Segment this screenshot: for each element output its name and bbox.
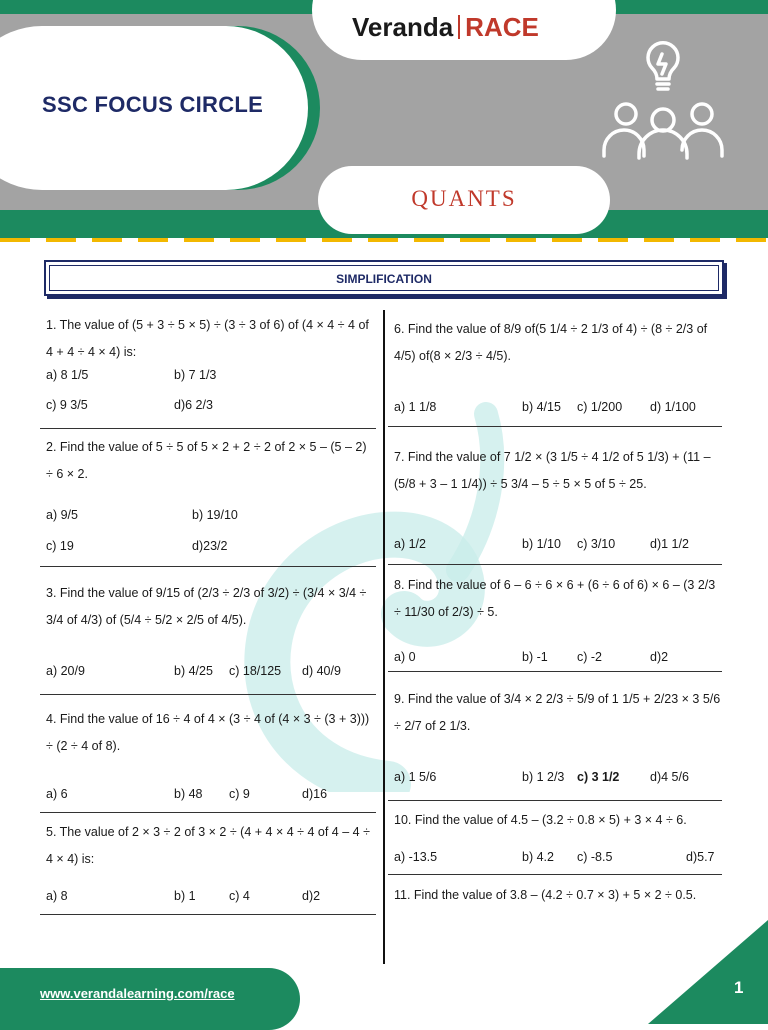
question-11: 11. Find the value of 3.8 – (4.2 ÷ 0.7 × 3) + 5 × 2 ÷ 0.5. xyxy=(394,888,697,902)
title-pill xyxy=(0,26,308,190)
q2-option-c: c) 19 xyxy=(46,539,74,553)
logo-veranda-text: Veranda xyxy=(352,12,454,42)
lightbulb-icon xyxy=(648,43,678,89)
q8-option-a: a) 0 xyxy=(394,650,416,664)
q1-option-a: a) 8 1/5 xyxy=(46,368,89,382)
question-separator xyxy=(388,426,722,427)
question-8: 8. Find the value of 6 – 6 ÷ 6 × 6 + (6 ÷ 6 of 6) × 6 – (3 2/3 ÷ 11/30 of 2/3) ÷ 5. xyxy=(394,578,716,619)
question-separator xyxy=(40,812,376,813)
q5-option-d: d)2 xyxy=(302,889,321,903)
question-2: 2. Find the value of 5 ÷ 5 of 5 × 2 + 2 ÷ 2 of 2 × 5 – (5 – 2) ÷ 6 × 2. xyxy=(46,440,367,481)
q8-option-b: b) -1 xyxy=(522,650,548,664)
q6-option-b: b) 4/15 xyxy=(522,400,561,414)
q7-option-d: d)1 1/2 xyxy=(650,537,689,551)
brand-logo xyxy=(312,0,616,60)
q3-option-b: b) 4/25 xyxy=(174,664,213,678)
q4-option-a: a) 6 xyxy=(46,787,68,801)
corner-triangle xyxy=(648,920,768,1024)
q3-option-c: c) 18/125 xyxy=(229,664,282,678)
q9-option-d: d)4 5/6 xyxy=(650,770,689,784)
q7-option-c: c) 3/10 xyxy=(577,537,616,551)
subject-label: QUANTS xyxy=(411,186,517,211)
footer-url-link[interactable]: www.verandalearning.com/race xyxy=(40,986,235,1001)
column-divider xyxy=(383,310,385,964)
q4-option-d: d)16 xyxy=(302,787,328,801)
q3-option-d: d) 40/9 xyxy=(302,664,341,678)
page-title: SSC FOCUS CIRCLE xyxy=(42,92,264,117)
question-separator xyxy=(40,566,376,567)
q10-option-a: a) -13.5 xyxy=(394,850,438,864)
header-dashed-divider xyxy=(0,238,768,242)
question-5: 5. The value of 2 × 3 ÷ 2 of 3 × 2 ÷ (4 + 4 × 4 ÷ 4 of 4 – 4 ÷ 4 × 4) is: xyxy=(46,825,370,866)
subject-pill xyxy=(318,166,610,234)
section-heading-box xyxy=(44,260,724,296)
question-separator xyxy=(388,800,722,801)
question-3: 3. Find the value of 9/15 of (2/3 ÷ 2/3 of 3/2) ÷ (3/4 × 3/4 ÷ 3/4 of 4/3) of (5/4 ÷ 5/2 × 2/5 of 4/5). xyxy=(46,586,367,627)
question-separator xyxy=(40,914,376,915)
q8-option-c: c) -2 xyxy=(577,650,602,664)
q2-option-b: b) 19/10 xyxy=(192,508,238,522)
page-number: 1 xyxy=(734,978,744,997)
question-separator xyxy=(40,428,376,429)
q4-option-b: b) 48 xyxy=(174,787,203,801)
q7-option-a: a) 1/2 xyxy=(394,537,426,551)
q7-option-b: b) 1/10 xyxy=(522,537,561,551)
section-heading: SIMPLIFICATION xyxy=(336,272,432,286)
q9-option-b: b) 1 2/3 xyxy=(522,770,565,784)
q5-option-a: a) 8 xyxy=(46,889,68,903)
q5-option-b: b) 1 xyxy=(174,889,196,903)
logo-separator xyxy=(458,15,460,39)
q10-option-c: c) -8.5 xyxy=(577,850,613,864)
q4-option-c: c) 9 xyxy=(229,787,250,801)
q9-option-c: c) 3 1/2 xyxy=(577,770,620,784)
people-idea-icon xyxy=(598,38,748,162)
q6-option-d: d) 1/100 xyxy=(650,400,696,414)
question-separator xyxy=(388,874,722,875)
question-separator xyxy=(388,564,722,565)
q1-option-b: b) 7 1/3 xyxy=(174,368,217,382)
q2-option-d: d)23/2 xyxy=(192,539,228,553)
q8-option-d: d)2 xyxy=(650,650,669,664)
q1-option-d: d)6 2/3 xyxy=(174,398,213,412)
logo-race-text: RACE xyxy=(465,12,539,42)
q5-option-c: c) 4 xyxy=(229,889,250,903)
question-9: 9. Find the value of 3/4 × 2 2/3 ÷ 5/9 of 1 1/5 + 2/23 × 3 5/6 ÷ 2/7 of 2 1/3. xyxy=(394,692,721,733)
q10-option-d: d)5.7 xyxy=(686,850,715,864)
question-separator xyxy=(388,671,722,672)
q3-option-a: a) 20/9 xyxy=(46,664,85,678)
question-1: 1. The value of (5 + 3 ÷ 5 × 5) ÷ (3 ÷ 3 of 6) of (4 × 4 ÷ 4 of 4 + 4 ÷ 4 × 4) is: xyxy=(46,318,369,359)
q6-option-a: a) 1 1/8 xyxy=(394,400,437,414)
footer-link-pill[interactable] xyxy=(0,968,300,1030)
people-group-icon xyxy=(604,104,722,158)
q6-option-c: c) 1/200 xyxy=(577,400,623,414)
question-4: 4. Find the value of 16 ÷ 4 of 4 × (3 ÷ 4 of (4 × 3 ÷ (3 + 3))) ÷ (2 ÷ 4 of 8). xyxy=(46,712,370,753)
question-separator xyxy=(40,694,376,695)
q10-option-b: b) 4.2 xyxy=(522,850,554,864)
question-7: 7. Find the value of 7 1/2 × (3 1/5 ÷ 4 1/2 of 5 1/3) + (11 – (5/8 + 3 – 1 1/4)) ÷ 5 3/4 – 5 ÷ 5 × 5 of 5 ÷ 25. xyxy=(394,450,711,491)
q2-option-a: a) 9/5 xyxy=(46,508,78,522)
question-6: 6. Find the value of 8/9 of(5 1/4 ÷ 2 1/3 of 4) ÷ (8 ÷ 2/3 of 4/5) of(8 × 2/3 ÷ 4/5). xyxy=(394,322,708,363)
q9-option-a: a) 1 5/6 xyxy=(394,770,437,784)
question-10: 10. Find the value of 4.5 – (3.2 ÷ 0.8 × 5) + 3 × 4 ÷ 6. xyxy=(394,813,687,827)
q1-option-c: c) 9 3/5 xyxy=(46,398,88,412)
